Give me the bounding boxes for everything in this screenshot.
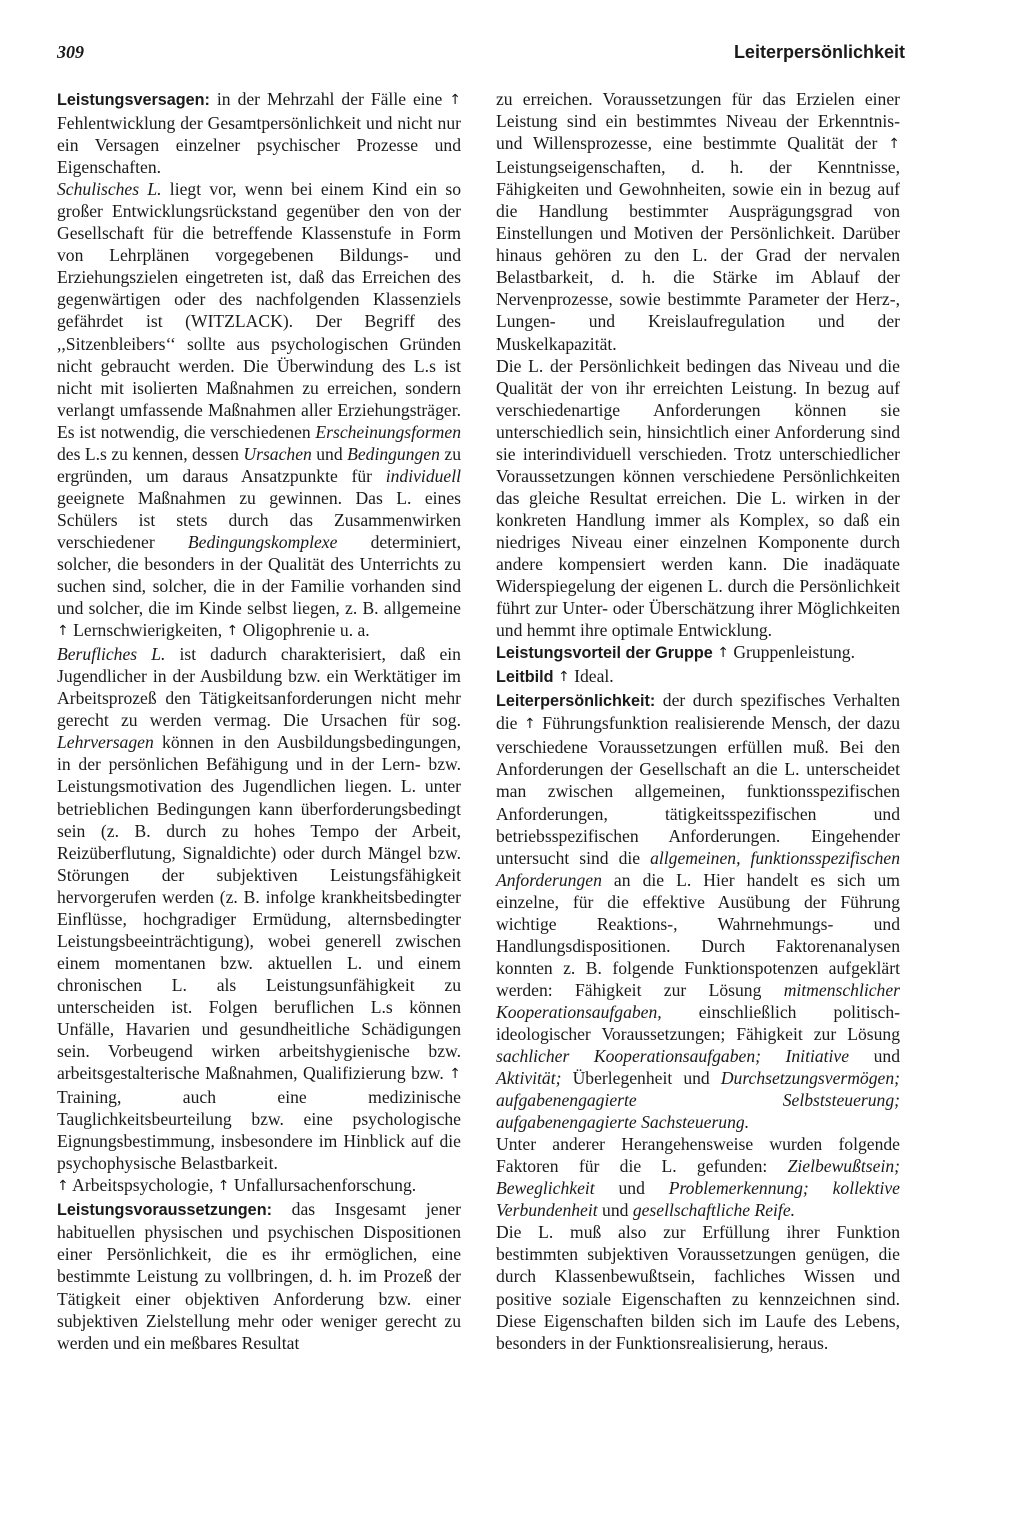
text-run: können in den Ausbildungsbedingungen, in der persönlichen Befähigung und in der Lern- bzw. Leistungsmotivation des Jugendlichen liegen. L. unter betrieblichen Bedingungen kann überforderungsbedingt sein (z. B. durch zu hohes Tempo der Arbeit, Reizüberflutung, Signaldichte) oder durch Mängel bzw. Störungen der subjektiven Leistungsfähigkeit hervorgerufen werden (z. B. infolge krankheitsbedingter Einflüsse, hochgradiger Ermüdung, alternsbedingter Leistungsbeeinträchtigung), wobei generell zwischen einem momentanen bzw. aktuellen L. und einem chronischen L. als Leistungsunfähigkeit zu unterscheiden ist. Folgen beruflichen L.s können Unfälle, Havarien und gesundheitliche Schädigungen sein. Vorbeugend wirken arbeitshygienische bzw. arbeitsgestalterische Maßnahmen, Qualifizierung bzw. [57, 732, 461, 1084]
paragraph [496, 689, 900, 1133]
text-run: Gruppenleistung. [728, 642, 855, 663]
text-run: Überlegenheit und [561, 1068, 721, 1089]
emphasized-text: Durchsetzungsvermögen; aufgabenengagierte Selbststeuerung; aufgabenengagierte Sachsteuerung. [496, 1068, 900, 1133]
right-column [496, 88, 900, 1354]
text-run: Lernschwierigkeiten, [68, 620, 227, 641]
emphasized-text: Problemerkennung; kollektive Verbundenheit [496, 1178, 900, 1221]
paragraph [496, 355, 900, 642]
text-run: Unfallursachenforschung. [229, 1175, 417, 1196]
text-run: einschließlich politisch-ideologischer Voraussetzungen; Fähigkeit zur Lösung [496, 1001, 900, 1044]
sub-entry-heading: Berufliches L. [57, 644, 166, 665]
text-run: liegt vor, wenn bei einem Kind ein so großer Entwicklungsrückstand gegenüber den von der Gesellschaft für die betreffende Klassenstufe in Form von Lehrplänen vorgegebenen Bildungs- und Erziehungszielen eingetreten ist, daß das Erreichen des gegenwärtigen oder des nachfolgenden Klassenziels gefährdet ist (WITZLACK). Der Begriff des ,,Sitzenbleibers‘‘ sollte aus psychologischen Gründen nicht gebraucht werden. Die Überwindung des L.s ist nicht mit isolierten Maßnahmen zu erreichen, sondern verlangt umfassende Maßnahmen aller Erziehungsträger. Es ist notwendig, die verschiedenen [57, 179, 461, 442]
text-run: Oligophrenie u. a. [238, 620, 370, 641]
text-run: des L.s zu kennen, dessen [57, 443, 244, 464]
emphasized-text: Ursachen [243, 443, 312, 464]
text-run: und [594, 1178, 669, 1199]
text-run: Die L. der Persönlichkeit bedingen das Niveau und die Qualität der von ihr erreichten Leistung. In bezug auf verschiedenartige Anforderungen können sie unterschiedlich sein, hinsichtlich einer Anforderung sind sie interindividuell verschieden. Trotz unterschiedlicher Voraussetzungen können verschiedene Persönlichkeiten das gleiche Resultat erreichen. Die L. wirken in der konkreten Handlung immer als Komplex, so daß ein niedriges Niveau einer einzelnen Komponente durch andere kompensiert werden kann. Die inadäquate Widerspiegelung der eigenen L. durch die Persönlichkeit führt zur Unter- oder Überschätzung ihrer Möglichkeiten und hemmt ihre optimale Entwicklung. [496, 355, 900, 641]
entry-headword: Leitbild [496, 668, 554, 687]
entry-headword: Leiterpersönlichkeit: [496, 692, 656, 711]
text-run: Unter anderer Herangehensweise wurden folgende Faktoren für die L. gefunden: [496, 1134, 900, 1177]
text-run: Ideal. [569, 666, 614, 687]
emphasized-text: sachlicher Kooperationsaufgaben; Initiative [496, 1046, 850, 1067]
emphasized-text: Bedingungskomplexe [187, 531, 338, 552]
up-arrow-icon: ↑ [449, 92, 461, 108]
text-run: und [597, 1200, 633, 1221]
emphasized-text: individuell [385, 465, 461, 486]
text-run: Training, auch eine medizinische Tauglichkeitsbeurteilung bzw. eine psychologische Eignungsbestimmung, insbesondere im Hinblick auf die psychophysische Belastbarkeit. [57, 1087, 461, 1174]
up-arrow-icon: ↑ [449, 1066, 461, 1083]
emphasized-text: Aktivität; [496, 1068, 562, 1089]
emphasized-text: Bedingungen [347, 443, 440, 464]
text-run: der durch spezifisches Verhalten die [496, 690, 900, 734]
left-column [57, 88, 461, 1354]
up-arrow-icon: ↑ [57, 1178, 69, 1195]
paragraph [57, 178, 461, 643]
text-run: geeignete Maßnahmen zu gewinnen. Das L. eines Schülers ist stets durch das Zusammenwirken verschiedener [57, 487, 461, 552]
paragraph [57, 88, 461, 178]
up-arrow-icon: ↑ [888, 136, 900, 153]
emphasized-text: allgemeinen, funktionsspezifischen Anforderungen [496, 847, 900, 890]
emphasized-text: mitmenschlicher Kooperationsaufgaben, [496, 979, 900, 1022]
text-run: determiniert, solcher, die besonders in der Qualität des Unterrichts zu suchen sind, solcher, die in der Familie vorhanden sind und solcher, die im Kinde selbst liegen, z. B. allgemeine [57, 531, 461, 619]
up-arrow-icon: ↑ [217, 1178, 230, 1195]
text-run: ist dadurch charakterisiert, daß ein Jugendlicher in der Ausbildung bzw. ein Werktätiger im Arbeitsprozeß den Tätigkeitsanforderungen nicht mehr gerecht zu werden vermag. Die Ursachen für sog. [57, 644, 461, 731]
up-arrow-icon: ↑ [57, 623, 69, 640]
entry-headword: Leistungsvoraussetzungen: [57, 1201, 272, 1220]
text-run: zu erreichen. Voraussetzungen für das Erzielen einer Leistung sind ein bestimmtes Niveau der Erkenntnis- und Willensprozesse, eine bestimmte Qualität der [496, 89, 900, 154]
text-run: Fehlentwicklung der Gesamtpersönlichkeit und nicht nur ein Versagen einzelner psychischer Prozesse und Eigenschaften. [57, 113, 461, 178]
paragraph [57, 1174, 461, 1198]
running-head: Leiterpersönlichkeit [733, 42, 905, 62]
entry-headword: Leistungsvorteil der Gruppe [496, 644, 713, 663]
text-run: Führungsfunktion realisierende Mensch, der dazu verschiedene Voraussetzungen erfüllen muß. Bei den Anforderungen der Gesellschaft an die L. unterscheidet man zwischen allgemeinen, funktionsspezifischen Anforderungen, tätigkeitsspezifischen und betriebsspezifischen Anforderungen. Eingehender untersucht sind die [496, 713, 900, 868]
text-run: Die L. muß also zur Erfüllung ihrer Funktion bestimmten subjektiven Voraussetzungen genügen, die durch Klassenbewußtsein, fachliches Wissen und positive soziale Eigenschaften zu kennzeichnen sind. Diese Eigenschaften bilden sich im Laufe des Lebens, besonders in der Funktionsrealisierung, heraus. [496, 1222, 900, 1353]
sub-entry-heading: Schulisches L. [57, 179, 162, 200]
entry-headword: Leistungsversagen: [57, 91, 210, 109]
paragraph [57, 643, 461, 1174]
paragraph [496, 1133, 900, 1221]
text-run: und [849, 1046, 900, 1067]
up-arrow-icon: ↑ [557, 669, 570, 686]
text-run: das Insgesamt jener habituellen physischen und psychischen Dispositionen einer Persönlichkeit, die es ihr ermöglichen, eine bestimmte Leistung zu vollbringen, d. h. im Prozeß der Tätigkeit einer objektiven Anforderung bzw. einer subjektiven Zielstellung mehr oder weniger gerecht zu werden und ein meßbares Resultat [57, 1199, 461, 1353]
paragraph [496, 665, 900, 689]
paragraph [496, 88, 900, 355]
text-run: Arbeitspsychologie, [68, 1175, 218, 1196]
text-run: zu ergründen, um daraus Ansatzpunkte für [57, 443, 461, 486]
paragraph [496, 641, 900, 665]
emphasized-text: gesellschaftliche Reife. [632, 1200, 796, 1221]
emphasized-text: Erscheinungsformen [315, 421, 461, 442]
up-arrow-icon: ↑ [226, 623, 239, 640]
text-run: und [311, 443, 348, 464]
up-arrow-icon: ↑ [524, 716, 536, 733]
text-run: in der Mehrzahl der Fälle eine [209, 89, 450, 109]
paragraph [496, 1221, 900, 1353]
text-run: an die L. Hier handelt es sich um einzelne, für die effektive Ausübung der Führung wichtige Reaktions-, Wahrnehmungs- und Handlungsdispositionen. Durch Faktorenanalysen konnten z. B. folgende Funktionspotenzen aufgeklärt werden: Fähigkeit zur Lösung [496, 869, 900, 1000]
page-number: 309 [57, 42, 84, 62]
emphasized-text: Lehrversagen [57, 732, 154, 753]
emphasized-text: Zielbewußtsein; Beweglichkeit [496, 1156, 900, 1199]
text-run: Leistungseigenschaften, d. h. der Kenntnisse, Fähigkeiten und Gewohnheiten, sowie ein in bezug auf die Handlung bestimmter Ausprägungsgrad von Einstellungen und Motiven der Persönlichkeit. Darüber hinaus gehören zu den L. der Grad der nervalen Belastbarkeit, d. h. die Stärke im Ablauf der Nervenprozesse, sowie bestimmte Parameter der Herz-, Lungen- und Kreislaufregulation und der Muskelkapazität. [496, 157, 900, 354]
paragraph [57, 1198, 461, 1353]
up-arrow-icon: ↑ [717, 645, 729, 662]
